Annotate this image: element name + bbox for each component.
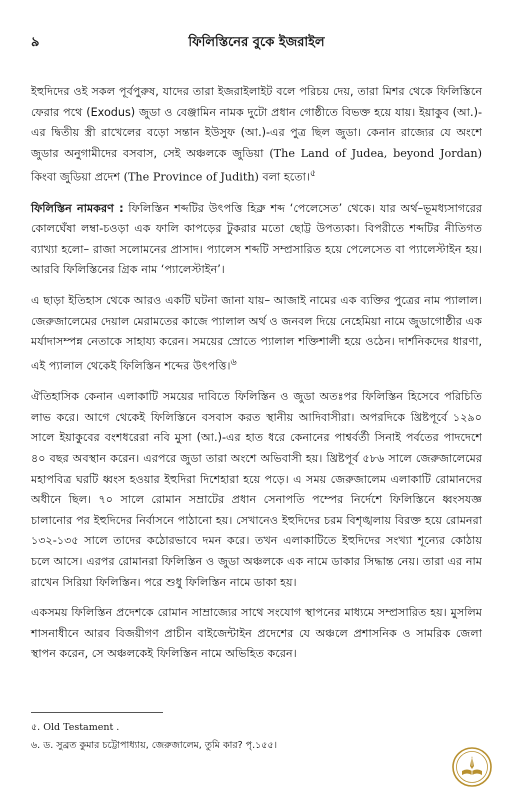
paragraph-text: এ ছাড়া ইতিহাস থেকে আরও একটি ঘটনা জানা যায়– আজাই নামের এক ব্যক্তির পুত্রের নাম প্যালাল। জেরুজালেমের দেয়াল মেরামতের কাজে প্যালাল অর্থ ও জনবল দিয়ে নেহেমিয়া নামে জুডাগোষ্ঠীর এক মর্যাদাসম্পন্ন নেতাকে সাহায্য করেন। সময়ের স্রোতে প্যালাল শক্তিশালী হয়ে ওঠেন। দার্শনিকদের ধারণা, এই প্যালাল থেকেই ফিলিস্তিন শব্দের উৎপত্তি। <box>31 294 482 373</box>
footnote-6 <box>31 737 482 755</box>
book-pen-emblem-icon <box>451 746 493 788</box>
footnotes <box>31 712 482 755</box>
paragraph-4 <box>31 387 482 593</box>
paragraph-3 <box>31 291 482 377</box>
paragraph-1 <box>31 82 482 189</box>
paragraph-2 <box>31 199 482 281</box>
footnote-divider <box>31 712 163 713</box>
footnote-5 <box>31 719 482 737</box>
footnote-text: ড. সুব্রত কুমার চট্টোপাধ্যায়, জেরুজালেম, তুমি কার? পৃ.১৫৫। <box>43 740 278 751</box>
english-term: (The Land of Judea, beyond Jordan) <box>269 146 483 160</box>
paragraph-text: ফিলিস্তিন শব্দটির উৎপত্তি হিব্রু শব্দ ‘পেলেসেত’ থেকে। যার অর্থ–ভূমধ্যসাগরের কোলঘেঁষা লম্বা-চওড়া এক ফালি কাপড়ের টুকরার মতো ছোট্ট উপত্যকা। বিপরীতে শব্দটির নীতিগত ব্যাখ্যা হলো– রাজা সলোমনের প্রাসাদ। প্যালেস শব্দটি সম্প্রসারিত হয়ে পেলেসেত বা প্যালেস্টাইন হয়। আরবি ফিলিস্তিনের গ্রিক নাম ‘প্যালেস্টাইন’। <box>31 201 482 277</box>
footnote-ref: ৫ <box>309 168 316 180</box>
english-term: (The Province of Judith) <box>123 171 259 185</box>
page-number: ৯ <box>31 35 40 50</box>
paragraph-text: ইহুদিদের ওই সকল পূর্বপুরুষ, যাদের তারা ইজরাইলাইট বলে পরিচয় দেয়, তারা মিশর থেকে ফিলিস্তিনে ফেরার পথে (Exodus) জুডা ও বেঞ্জামিন নামক দুটো প্রধান গোষ্ঠীতে বিভক্ত হয়ে যায়। ইয়াকুব (আ.)-এর দ্বিতীয় স্ত্রী রাখেলের বড়ো সন্তান ইউসুফ (আ.)-এর পুত্র ছিল জুডা। কেনান রাজ্যের যে অংশে জুডার অনুগামীদের বসবাস, সেই অঞ্চলকে জুডিয়া <box>31 85 482 160</box>
paragraph-text: কিংবা জুডিয়া প্রদেশ <box>31 171 124 185</box>
paragraph-text: ঐতিহাসিক কেনান এলাকাটি সময়ের দাবিতে ফিলিস্তিন ও জুডা অতঃপর ফিলিস্তিন হিসেবে পরিচিতি লাভ করে। আগে থেকেই ফিলিস্তিনে বসবাস করত স্থানীয় আদিবাসীরা। অপরদিকে খ্রিষ্টপূর্বে ১২৯০ সালে ইয়াকুবের বংশধরেরা নবি মুসা (আ.)-এর হাত ধরে কেনানের পাশ্বর্বর্তী সিনাই পর্বতের পাদদেশে ৪০ বছর অবস্থান করেন। এরপরে জুডা তারা অংশে অভিবাসী হয়। খ্রিষ্টপূর্ব ৫৮৬ সালে জেরুজালেমের মহাপবিত্র ঘরটি ধ্বংস হওয়ার ইহুদিরা দিশেহারা হয়ে পড়ে। এ সময় জেরুজালেম এলাকাটি রোমানদের অধীনে ছিল। ৭০ সালে রোমান সম্রাটের প্রধান সেনাপতি পম্পের নির্দেশে ফিলিস্তিনে ধ্বংসযজ্ঞ চালানোর পর ইহুদিদের নির্বাসনে পাঠানো হয়। সেখানেও ইহুদিদের চরম বিশৃঙ্খলায় বিরক্ত হয়ে রোমনরা ১৩২-১৩৫ সালে তাদের কঠোরভাবে দমন করে। তখন এলাকাটিতে ইহুদিদের সংখ্যা শূন্যের কোঠায় চলে আসে। এরপর রোমানরা ফিলিস্তিন ও জুডা অঞ্চলকে এক নামে ডাকার সিদ্ধান্ত নেয়। তারা এর নাম রাখেন সিরিয়া ফিলিস্তিন। পরে শুধু ফিলিস্তিন নামে ডাকা হয়। <box>31 390 482 589</box>
body-text <box>31 82 482 675</box>
footnote-marker: ৬. <box>31 740 41 751</box>
page-header <box>31 33 482 51</box>
footnote-text: Old Testament . <box>43 722 120 733</box>
footnote-ref: ৬ <box>230 356 237 368</box>
paragraph-5 <box>31 603 482 665</box>
paragraph-text: বলা হতো। <box>258 171 310 185</box>
footnote-marker: ৫. <box>31 722 41 733</box>
running-title: ফিলিস্তিনের বুকে ইজরাইল <box>188 35 325 50</box>
section-heading: ফিলিস্তিন নামকরণ : <box>31 201 124 215</box>
emblem-graphic <box>451 746 493 788</box>
paragraph-text: একসময় ফিলিস্তিন প্রদেশকে রোমান সাম্রাজ্যের সাথে সংযোগ স্থাপনের মাধ্যমে সম্প্রসারিত হয়। মুসলিম শাসনাধীনে আরব বিজয়ীগণ প্রাচীন বাইজেন্টাইন প্রদেশের যে অঞ্চলে প্রশাসনিক ও সামরিক জেলা স্থাপন করেন, সে অঞ্চলকেই ফিলিস্তিন নামে অভিহিত করেন। <box>31 606 482 661</box>
